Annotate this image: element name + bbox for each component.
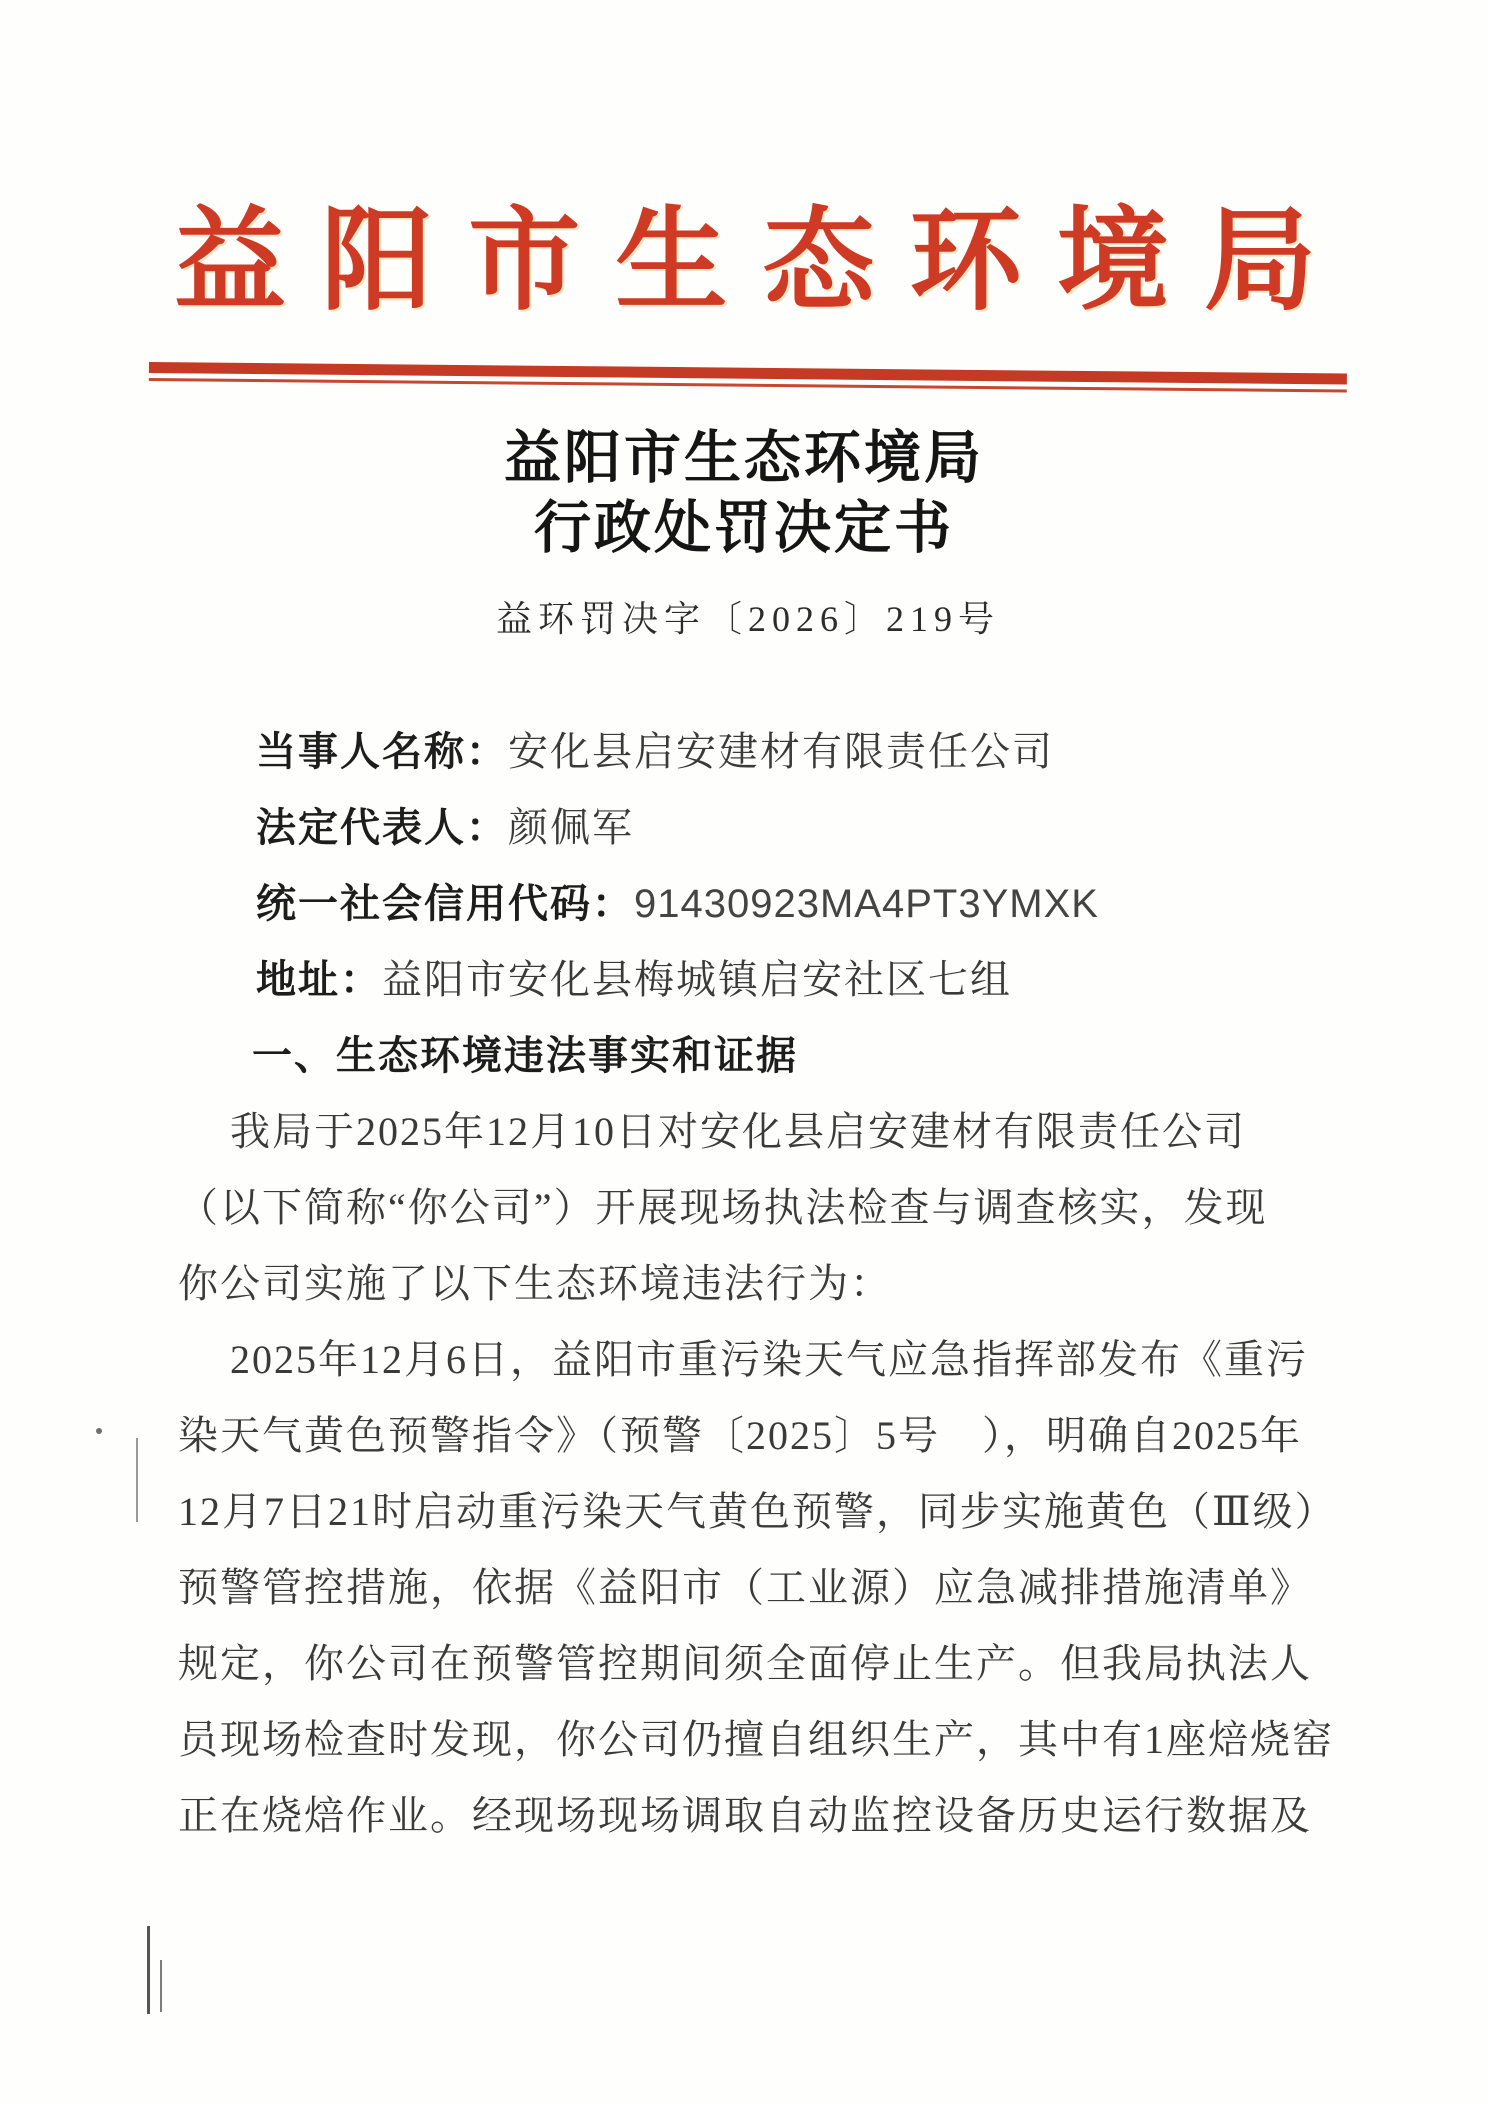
scan-artifact-line — [147, 1926, 150, 2014]
document-body — [178, 714, 1337, 1854]
credit-code-label: 统一社会信用代码： — [256, 882, 634, 926]
body-line: 正在烧焙作业。经现场现场调取自动监控设备历史运行数据及 — [178, 1793, 1312, 1838]
body-line: 2025年12月6日，益阳市重污染天气应急指挥部发布《重污 — [230, 1337, 1308, 1382]
legal-representative-value: 颜佩军 — [508, 805, 634, 850]
letterhead-divider — [149, 362, 1347, 392]
scan-artifact-dot — [96, 1428, 102, 1434]
document-title — [0, 424, 1488, 564]
body-line: 规定，你公司在预警管控期间须全面停止生产。但我局执法人 — [178, 1641, 1312, 1686]
legal-representative-label: 法定代表人： — [256, 806, 508, 850]
body-line: （以下简称“你公司”）开展现场执法检查与调查核实，发现 — [178, 1185, 1268, 1230]
credit-code-row — [178, 866, 1328, 942]
scan-artifact-line — [136, 1438, 138, 1522]
body-line: 你公司实施了以下生态环境违法行为： — [178, 1261, 892, 1306]
address-row — [178, 942, 1328, 1018]
body-line: 我局于2025年12月10日对安化县启安建材有限责任公司 — [230, 1109, 1246, 1154]
legal-representative-row — [178, 790, 1328, 866]
body-line: 员现场检查时发现，你公司仍擅自组织生产，其中有1座焙烧窑 — [178, 1717, 1334, 1762]
document-number: 益环罚决字〔2026〕219号 — [495, 599, 1000, 639]
scan-artifact-line — [160, 1960, 162, 2012]
address-label: 地址： — [256, 958, 382, 1002]
body-line: 12月7日21时启动重污染天气黄色预警，同步实施黄色（Ⅲ级） — [178, 1489, 1337, 1534]
party-name-row — [178, 714, 1328, 790]
party-name-value: 安化县启安建材有限责任公司 — [508, 729, 1054, 774]
body-line: 预警管控措施，依据《益阳市（工业源）应急减排措施清单》 — [178, 1565, 1312, 1610]
document-title-line2: 行政处罚决定书 — [534, 497, 954, 560]
document-title-line1: 益阳市生态环境局 — [504, 427, 984, 490]
credit-code-value: 91430923MA4PT3YMXK — [634, 882, 1099, 926]
agency-letterhead: 益阳市生态环境局 — [174, 200, 1316, 324]
section-heading: 一、生态环境违法事实和证据 — [252, 1034, 798, 1078]
body-line: 染天气黄色预警指令》（预警〔2025〕5号 ），明确自2025年 — [178, 1413, 1302, 1458]
party-name-label: 当事人名称： — [256, 730, 508, 774]
address-value: 益阳市安化县梅城镇启安社区七组 — [382, 957, 1012, 1002]
